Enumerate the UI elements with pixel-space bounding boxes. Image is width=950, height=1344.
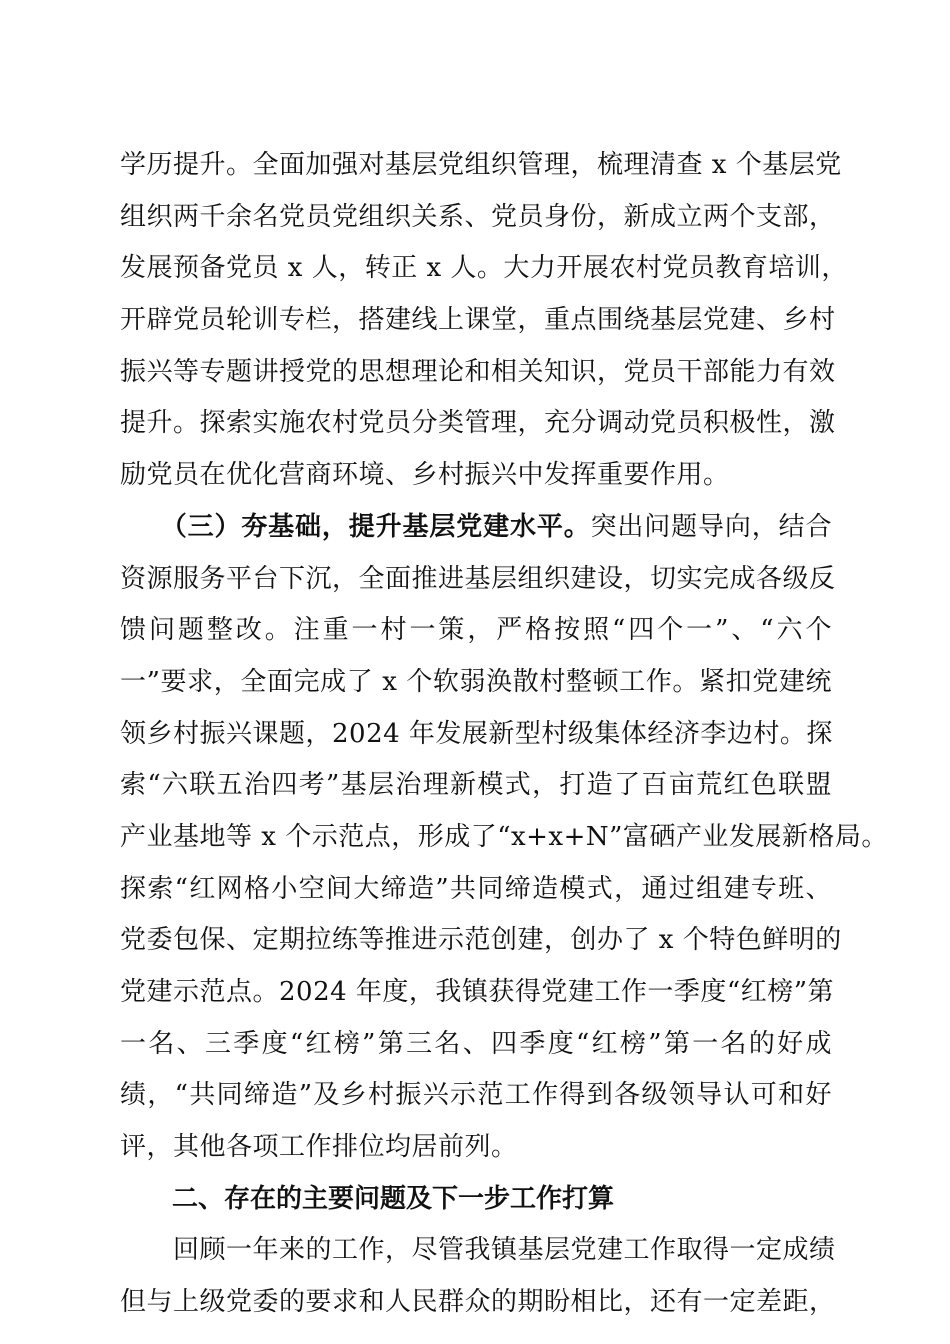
text-line: 组织两千余名党员党组织关系、党员身份，新成立两个支部，: [120, 201, 836, 232]
text-line: 资源服务平台下沉，全面推进基层组织建设，切实完成各级反: [120, 563, 836, 594]
text-line: [120, 502, 832, 554]
text-line: 励党员在优化营商环境、乡村振兴中发挥重要作用。: [120, 460, 730, 491]
section-heading: 二、存在的主要问题及下一步工作打算: [120, 1183, 615, 1214]
text-line: 探索“红网格小空间大缔造”共同缔造模式，通过组建专班、: [120, 873, 832, 904]
text-line: 振兴等专题讲授党的思想理论和相关知识，党员干部能力有效: [120, 356, 836, 387]
text-line: 回顾一年来的工作，尽管我镇基层党建工作取得一定成绩: [120, 1235, 836, 1266]
text-line: 评，其他各项工作排位均居前列。: [120, 1132, 518, 1163]
document-page: [120, 140, 888, 1329]
text-line: 开辟党员轮训专栏，搭建线上课堂，重点围绕基层党建、乡村: [120, 305, 836, 336]
paragraph-foundation: [120, 502, 888, 1174]
text-line: 产业基地等 x 个示范点，形成了“x+x+N”富硒产业发展新格局。: [120, 821, 888, 852]
text-line: 馈问题整改。注重一村一策，严格按照“四个一”、“六个: [120, 615, 832, 646]
text-line: 党委包保、定期拉练等推进示范创建，创办了 x 个特色鲜明的: [120, 925, 842, 956]
text-line: 提升。探索实施农村党员分类管理，充分调动党员积极性，激: [120, 408, 836, 439]
subsection-heading: （三）夯基础，提升基层党建水平。: [120, 511, 591, 542]
text-line: 党建示范点。2024 年度，我镇获得党建工作一季度“红榜”第: [120, 977, 835, 1007]
text-line: 学历提升。全面加强对基层党组织管理，梳理清查 x 个基层党: [120, 150, 842, 180]
text-line: 发展预备党员 x 人，转正 x 人。大力开展农村党员教育培训，: [120, 253, 848, 284]
text-line: 索“六联五治四考”基层治理新模式，打造了百亩荒红色联盟: [120, 770, 832, 801]
paragraph-party-member-management: [120, 140, 848, 502]
text-line: 绩，“共同缔造”及乡村振兴示范工作得到各级领导认可和好: [120, 1080, 832, 1111]
text-line: 但与上级党委的要求和人民群众的期盼相比，还有一定差距，: [120, 1287, 836, 1318]
paragraph-review: [120, 1225, 836, 1328]
text-line: 一”要求，全面完成了 x 个软弱涣散村整顿工作。紧扣党建统: [120, 666, 832, 697]
text-line: 领乡村振兴课题，2024 年发展新型村级集体经济李边村。探: [120, 718, 833, 749]
text-span: 突出问题导向，结合: [590, 511, 832, 542]
text-line: 一名、三季度“红榜”第三名、四季度“红榜”第一名的好成: [120, 1028, 832, 1059]
